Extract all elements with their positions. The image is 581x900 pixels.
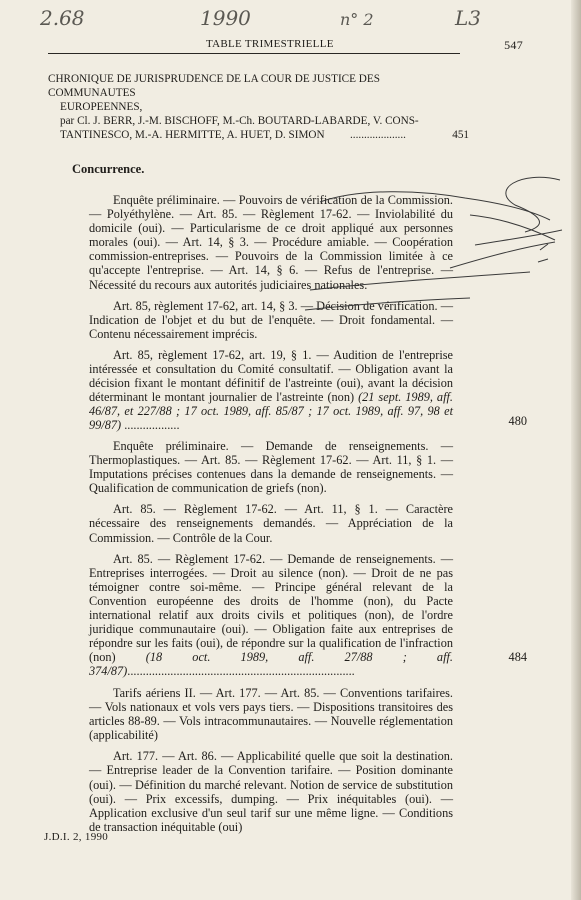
chronique-leader-dots: .................... bbox=[350, 129, 406, 141]
entry-block-2 bbox=[89, 439, 453, 679]
entry-2-citation: (18 oct. 1989, aff. 27/88 ; aff. 374/87) bbox=[89, 650, 453, 679]
entry-2-paragraph: Enquête préliminaire. — Demande de renseignements. — Thermoplastiques. — Art. 85. — Règlement 17-62. — Art. 11, § 1. — Imputations précises contenues dans la demande de renseignements. — Qualification de communication de griefs (non). bbox=[89, 439, 453, 496]
entry-2-leader-dots: .......................................................................... bbox=[127, 664, 355, 679]
page-edge-shadow bbox=[571, 0, 581, 900]
footer-journal-reference: J.D.I. 2, 1990 bbox=[44, 831, 109, 843]
chronique-entry bbox=[48, 72, 469, 142]
entry-2-page-number: 484 bbox=[508, 650, 527, 664]
entry-1-citation: (21 sept. 1989, aff. 46/87, et 227/88 ; 17 oct. 1989, aff. 85/87 ; 17 oct. 1989, aff. 97, 98 et 99/87) bbox=[89, 390, 453, 433]
entry-1-page-number: 480 bbox=[508, 414, 527, 428]
entry-3-paragraph: Art. 177. — Art. 86. — Applicabilité quelle que soit la destination. — Entreprise leader de la Convention tarifaire. — Position dominante (oui). — Définition du marché relevant. Notion de service de substitution (oui). — Prix excessifs, dumping. — Prix inéquitables (oui). — Application exclusive d'un seul tarif sur une même ligne. — Conditions de transaction inéquitable (oui) bbox=[89, 749, 453, 834]
handwritten-note-ref: 2.68 bbox=[40, 6, 85, 30]
entry-block-3 bbox=[89, 686, 453, 841]
header-rule bbox=[48, 53, 460, 54]
handwritten-note-code: L3 bbox=[455, 6, 482, 30]
section-title: Concurrence. bbox=[72, 162, 145, 176]
entry-1-paragraph-text: Art. 85, règlement 17-62, art. 19, § 1. — Audition de l'entreprise intéressée et consultation du Comité consultatif. — Obligation avant la décision fixant le montant définitif de l'astreinte (oui), avant la décision déterminant le montant journalier de l'astreinte (non) bbox=[89, 347, 453, 405]
chronique-line-2: EUROPEENNES, bbox=[60, 101, 143, 113]
handwritten-note-year: 1990 bbox=[200, 6, 251, 30]
entry-1-paragraph bbox=[89, 348, 453, 433]
chronique-authors: TANTINESCO, M.-A. HERMITTE, A. HUET, D. SIMON bbox=[60, 129, 325, 141]
handwritten-note-number: n° 2 bbox=[340, 10, 374, 29]
header-title: TABLE TRIMESTRIELLE bbox=[206, 38, 334, 50]
entry-2-paragraph: Art. 85. — Règlement 17-62. — Art. 11, § 1. — Caractère nécessaire des renseignements demandés. — Appréciation de la Commission. — Contrôle de la Cour. bbox=[89, 502, 453, 545]
entry-3-paragraph: Tarifs aériens II. — Art. 177. — Art. 85. — Conventions tarifaires. — Vols nationaux et vols vers pays tiers. — Dispositions transitoires des articles 88-89. — Vols intracommunautaires. — Nouvelle réglementation (applicabilité) bbox=[89, 686, 453, 743]
entry-1-paragraph: Art. 85, règlement 17-62, art. 14, § 3. — Décision de vérification. — Indication de l'objet et du but de l'enquête. — Droit fondamental. — Contenu nécessairement imprécis. bbox=[89, 298, 453, 341]
chronique-page-number: 451 bbox=[452, 129, 469, 141]
chronique-line-4 bbox=[48, 128, 469, 142]
chronique-line-1: CHRONIQUE DE JURISPRUDENCE DE LA COUR DE JUSTICE DES COMMUNAUTES bbox=[48, 73, 380, 99]
entry-2-paragraph-text: Art. 85. — Règlement 17-62. — Demande de renseignements. — Entreprises interrogées. — Droit au silence (non). — Droit de ne pas témoigner contre soi-même. — Principe général relevant de la Convention européenne des droits de l'homme (non), du Pacte international relatif aux droits civils et politiques (non), de l'ordre juridique communautaire (oui). — Obligation faite aux entreprises de répondre sur les faits (oui), de répondre sur la qualification de l'infraction (non) bbox=[89, 551, 453, 665]
entry-2-paragraph bbox=[89, 552, 453, 679]
chronique-line-3: par Cl. J. BERR, J.-M. BISCHOFF, M.-Ch. BOUTARD-LABARDE, V. CONS- bbox=[60, 115, 419, 127]
entry-1-leader-dots: .................. bbox=[124, 418, 180, 433]
entry-block-1 bbox=[89, 193, 453, 433]
entry-1-paragraph: Enquête préliminaire. — Pouvoirs de vérification de la Commission. — Polyéthylène. — Art. 85. — Règlement 17-62. — Inviolabilité du domicile (oui). — Particularisme de ce droit appliqué aux personnes morales (oui). — Art. 14, § 3. — Procédure amiable. — Coopération commission-entreprises. — Pouvoirs de la Commission limitée à ce qu'accepte l'entreprise. — Art. 14, § 6. — Refus de l'entreprise. — Nécessité du recours aux autorités judiciaires nationales. bbox=[89, 193, 453, 292]
header-page-number: 547 bbox=[504, 38, 523, 52]
